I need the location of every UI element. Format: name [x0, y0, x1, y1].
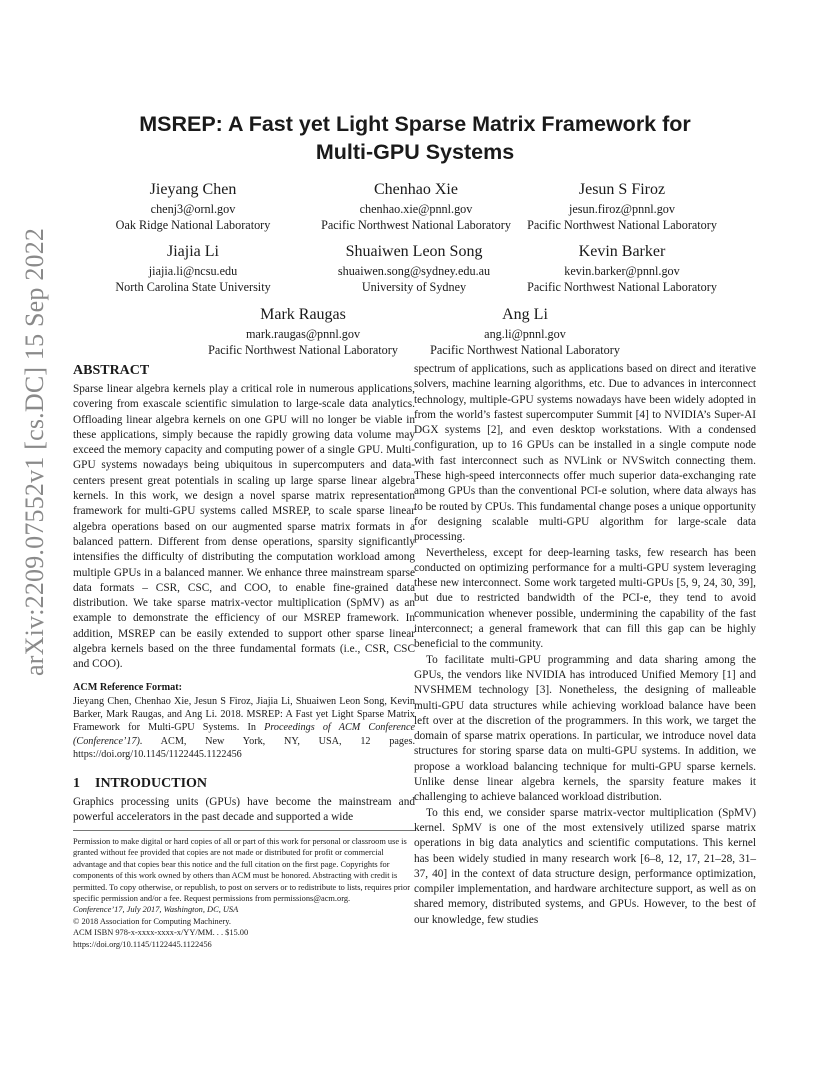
acm-reference-heading: ACM Reference Format: [73, 681, 182, 693]
author-name: Chenhao Xie [374, 181, 458, 198]
author-name: Jieyang Chen [149, 181, 237, 198]
copyright-line: © 2018 Association for Computing Machinery. [73, 916, 231, 926]
author-email[interactable]: kevin.barker@pnnl.gov [564, 264, 680, 278]
left-column [73, 362, 415, 825]
author-email[interactable]: jiajia.li@ncsu.edu [148, 264, 238, 278]
author-block [410, 305, 640, 358]
paper-title-line-2: Multi-GPU Systems [315, 140, 515, 164]
permission-notice: Permission to make digital or hard copies of all or part of this work for personal or classroom use is granted without fee provided that copies are not made or distributed for profit or commercial advantage and that copies bear this notice and the full citation on the first page. Copyrights for components of this work owned by others than ACM must be honored. Abstracting with credit is permitted. To copy otherwise, or republish, to post on servers or to redistribute to lists, requires prior specific permission and/or a fee. Request permissions from permissions@acm.org. [73, 837, 410, 904]
author-affiliation: University of Sydney [361, 280, 467, 294]
author-email[interactable]: chenj3@ornl.gov [150, 202, 236, 216]
section-heading-introduction [73, 775, 415, 793]
acm-reference-part: Jieyang Chen, Chenhao Xie, Jesun S Firoz, Jiajia Li, Shuaiwen Leon Song, Kevin Barker, Mark Raugas, and Ang Li. 2018. MSREP: A Fast yet Light Sparse Matrix Framework for Multi-GPU Systems. In [73, 695, 415, 734]
conference-info [73, 904, 415, 915]
copyright-footnote [73, 836, 415, 950]
arxiv-identifier: arXiv:2209.07552v1 [cs.DC] 15 Sep 2022 [20, 227, 49, 676]
intro-paragraph-1-cont: spectrum of applications, such as applications based on direct and iterative solvers, machine learning algorithms, etc. Due to advances in interconnect technology, multiple-GPU systems nowadays have been widely adopted in from the world’s fastest supercomputer Summit [4] to NVIDIA’s Super-AI DGX systems [2], and even desktop workstations. With a condensed configuration, up to 16 GPUs can be installed in a single compute node with fast interconnect such as NVLink or NVSwitch connecting them. These high-speed interconnects offer much superior data-exchanging rate among GPUs than the conventional PCI-e solution, where data always has to be routed by CPUs. This fundamental change poses a unique opportunity for designing scalable multi-GPU algorithm for large-scale data processing. [414, 363, 756, 544]
author-affiliation: Pacific Northwest National Laboratory [321, 218, 511, 232]
section-title: INTRODUCTION [95, 775, 208, 791]
author-block [301, 180, 531, 233]
conference-info-text: Conference’17, July 2017, Washington, DC, USA [73, 905, 239, 915]
footnote-divider [73, 830, 415, 831]
right-column [414, 362, 756, 928]
acm-reference-doi[interactable]: ACM, New York, NY, USA, 12 pages. https://doi.org/10.1145/1122445.1122456 [73, 735, 415, 761]
author-affiliation: Pacific Northwest National Laboratory [430, 343, 620, 357]
author-affiliation: Oak Ridge National Laboratory [115, 218, 271, 232]
author-block [188, 305, 418, 358]
author-name: Shuaiwen Leon Song [345, 243, 483, 260]
author-name: Ang Li [502, 306, 548, 323]
author-affiliation: North Carolina State University [115, 280, 271, 294]
author-email[interactable]: shuaiwen.song@sydney.edu.au [337, 264, 491, 278]
intro-paragraph-1-start: Graphics processing units (GPUs) have become the mainstream and powerful accelerators in the past decade and supported a wide [73, 795, 415, 823]
acm-reference-venue: Proceedings of ACM Conference (Conference’17). [73, 722, 415, 747]
isbn-line: ACM ISBN 978-x-xxxx-xxxx-x/YY/MM. . . $15.00 [73, 928, 249, 938]
abstract-text: Sparse linear algebra kernels play a critical role in numerous applications, covering from exascale scientific simulation to large-scale data analytics. Offloading linear algebra kernels on one GPU will no longer be viable in these applications, simply because the rapidly growing data volume may exceed the memory capacity and computing power of a single GPU. Multi-GPU systems nowadays being ubiquitous in supercomputers and data-centers present great potentials in scaling up large sparse linear algebra kernels. In this work, we design a novel sparse matrix representation framework for multi-GPU systems called MSREP, to scale sparse linear algebra operations based on our augmented sparse matrix formats in a balanced pattern. Different from dense operations, sparsity significantly intensifies the difficulty of distributing the computation workload among multiple GPUs in a balanced manner. We enhance three mainstream sparse data formats – CSR, CSC, and COO, to enable fine-grained data distribution. We take sparse matrix-vector multiplication (SpMV) as an example to demonstrate the efficiency of our MSREP framework. In addition, MSREP can be easily extended to support other sparse linear algebra kernels based on the three fundamental formats (i.e., CSR, CSC and COO). [73, 383, 415, 671]
author-name: Jesun S Firoz [578, 181, 666, 198]
author-affiliation: Pacific Northwest National Laboratory [208, 343, 398, 357]
author-affiliation: Pacific Northwest National Laboratory [527, 218, 717, 232]
abstract-heading: ABSTRACT [73, 363, 150, 378]
author-affiliation: Pacific Northwest National Laboratory [527, 280, 717, 294]
author-name: Kevin Barker [578, 243, 666, 260]
author-block [507, 242, 737, 295]
intro-paragraph-2: Nevertheless, except for deep-learning tasks, few research has been conducted on optimizing performance for a multi-GPU system leveraging these new interconnect. Some work targeted multi-GPUs [5, 9, 24, 30, 39], but due to restricted bandwidth of the PCI-e, they tend to avoid communication whenever possible, undermining the capability of the fast interconnect; a general framework that can fill this gap can be highly beneficial to the community. [414, 546, 756, 651]
author-block [299, 242, 529, 295]
acm-reference-text [73, 695, 415, 762]
author-block [507, 180, 737, 233]
author-block [78, 242, 308, 295]
author-name: Jiajia Li [167, 243, 219, 260]
author-block [78, 180, 308, 233]
paper-title-line-1: MSREP: A Fast yet Light Sparse Matrix Framework for [139, 112, 691, 136]
author-email[interactable]: mark.raugas@pnnl.gov [245, 327, 361, 341]
author-name: Mark Raugas [260, 306, 346, 323]
author-email[interactable]: jesun.firoz@pnnl.gov [569, 202, 675, 216]
author-email[interactable]: chenhao.xie@pnnl.gov [359, 202, 473, 216]
doi-link[interactable]: https://doi.org/10.1145/1122445.1122456 [73, 939, 212, 949]
section-number: 1 [73, 775, 80, 791]
author-email[interactable]: ang.li@pnnl.gov [484, 327, 566, 341]
intro-paragraph-4: To this end, we consider sparse matrix-vector multiplication (SpMV) kernel. SpMV is one of the most extensively utilized sparse matrix operations in big data analytics and scientific computations. This kernel has been widely studied in many research work [6–8, 12, 17, 21–28, 31–37, 40] in the context of data structure design, performance optimization, compiler implementation, and hardware architecture support, as well as on shared memory, distributed systems, and GPUs. However, to the best of our knowledge, few studies [414, 806, 756, 926]
paper-title [100, 110, 730, 166]
intro-paragraph-3: To facilitate multi-GPU programming and data sharing among the GPUs, the vendors like NVIDIA has introduced Unified Memory [1] and NVSHMEM technology [3]. Nonetheless, the designing of malleable multi-GPU data structures while achieving workload balance have been left over at the discretion of the programmers. In this work, we target the domain of sparse matrix operations. In particular, we introduce novel data structures for storing sparse data on multi-GPU systems. In addition, we propose a workload balancing technique for multi-GPU sparse kernels. Unlike dense linear algebra kernels, the sparsity feature makes it challenging to achieve balanced workload distribution. [414, 653, 756, 804]
